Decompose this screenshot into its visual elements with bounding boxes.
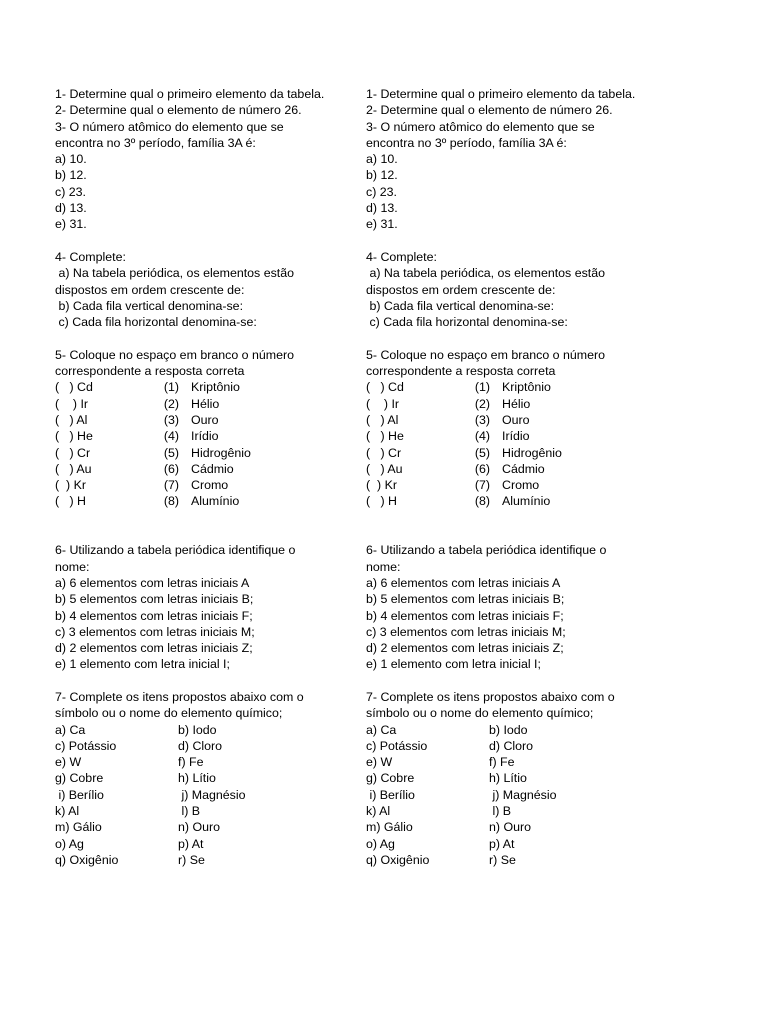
match-number: (3) bbox=[474, 412, 490, 427]
match-row bbox=[55, 396, 355, 412]
element-item: i) Berílio bbox=[55, 787, 104, 802]
match-row bbox=[366, 493, 666, 509]
match-number: (5) bbox=[163, 445, 179, 460]
question-6-text: 6- Utilizando a tabela periódica identifique o bbox=[366, 543, 607, 558]
match-element: ( ) H bbox=[55, 494, 86, 509]
question-4-item: c) Cada fila horizontal denomina-se: bbox=[366, 315, 568, 330]
element-item: f) Fe bbox=[489, 755, 515, 770]
element-item: k) Al bbox=[55, 804, 80, 819]
question-6-item: b) 4 elementos com letras iniciais F; bbox=[366, 608, 564, 623]
match-number: (6) bbox=[474, 461, 490, 476]
match-number: (3) bbox=[163, 412, 179, 427]
question-4-title: 4- Complete: bbox=[366, 249, 437, 264]
element-item: m) Gálio bbox=[55, 820, 102, 835]
question-1-text: 1- Determine qual o primeiro elemento da tabela. bbox=[55, 87, 325, 101]
question-5-text: 5- Coloque no espaço em branco o número bbox=[55, 347, 295, 362]
match-row bbox=[366, 445, 666, 461]
question-3-text: 3- O número atômico do elemento que se bbox=[55, 119, 284, 134]
question-3 bbox=[366, 119, 666, 233]
question-3-option: d) 13. bbox=[55, 201, 87, 216]
question-3-text: encontra no 3º período, família 3A é: bbox=[55, 135, 256, 150]
question-6 bbox=[366, 542, 666, 672]
question-4-item: b) Cada fila vertical denomina-se: bbox=[366, 298, 555, 313]
question-4-title: 4- Complete: bbox=[55, 249, 126, 264]
match-name: Cádmio bbox=[191, 461, 234, 476]
question-6-item: d) 2 elementos com letras iniciais Z; bbox=[366, 641, 564, 656]
question-6-item: b) 5 elementos com letras iniciais B; bbox=[55, 592, 254, 607]
element-item: h) Lítio bbox=[489, 771, 527, 786]
element-item: q) Oxigênio bbox=[366, 852, 430, 867]
question-7-text: 7- Complete os itens propostos abaixo com o bbox=[55, 689, 304, 704]
element-item: a) Ca bbox=[366, 722, 397, 737]
element-row bbox=[55, 852, 355, 868]
match-element: ( ) He bbox=[55, 429, 93, 444]
question-3-option: e) 31. bbox=[55, 217, 87, 232]
question-3-option: c) 23. bbox=[55, 184, 86, 199]
element-item: l) B bbox=[489, 804, 512, 819]
match-number: (6) bbox=[163, 461, 179, 476]
element-item: p) At bbox=[178, 836, 204, 851]
match-number: (7) bbox=[474, 478, 490, 493]
question-7-text: símbolo ou o nome do elemento químico; bbox=[366, 706, 594, 721]
question-4-item: a) Na tabela periódica, os elementos estão bbox=[366, 266, 606, 281]
element-row bbox=[366, 754, 666, 770]
question-3-option: b) 12. bbox=[366, 168, 398, 183]
question-7-text: símbolo ou o nome do elemento químico; bbox=[55, 706, 283, 721]
worksheet-right-copy bbox=[366, 86, 666, 868]
element-row bbox=[366, 722, 666, 738]
question-6-item: e) 1 elemento com letra inicial I; bbox=[366, 657, 541, 672]
question-6-item: b) 5 elementos com letras iniciais B; bbox=[366, 592, 565, 607]
element-row bbox=[55, 722, 355, 738]
question-4-item: a) Na tabela periódica, os elementos estão bbox=[55, 266, 295, 281]
match-number: (4) bbox=[474, 429, 490, 444]
question-4-item: b) Cada fila vertical denomina-se: bbox=[55, 298, 244, 313]
element-item: j) Magnésio bbox=[489, 787, 557, 802]
question-6-item: e) 1 elemento com letra inicial I; bbox=[55, 657, 230, 672]
element-item: e) W bbox=[366, 755, 393, 770]
match-element: ( ) Al bbox=[55, 412, 88, 427]
element-item: c) Potássio bbox=[55, 738, 117, 753]
question-7 bbox=[55, 689, 355, 868]
match-name: Hélio bbox=[191, 396, 220, 411]
element-item: n) Ouro bbox=[178, 820, 221, 835]
match-name: Ouro bbox=[191, 412, 219, 427]
question-5 bbox=[55, 347, 355, 510]
match-row bbox=[366, 461, 666, 477]
question-2-text: 2- Determine qual o elemento de número 26. bbox=[366, 103, 613, 118]
match-number: (1) bbox=[163, 380, 179, 395]
match-number: (4) bbox=[163, 429, 179, 444]
match-row bbox=[55, 428, 355, 444]
match-name: Cromo bbox=[502, 478, 540, 493]
element-row bbox=[55, 819, 355, 835]
match-number: (2) bbox=[163, 396, 179, 411]
element-row bbox=[366, 738, 666, 754]
match-element: ( ) Kr bbox=[55, 478, 86, 493]
question-5-text: correspondente a resposta correta bbox=[55, 364, 245, 379]
element-item: n) Ouro bbox=[489, 820, 532, 835]
question-1 bbox=[55, 86, 355, 102]
match-row bbox=[55, 461, 355, 477]
element-item: k) Al bbox=[366, 804, 391, 819]
element-row bbox=[366, 836, 666, 852]
match-name: Cromo bbox=[191, 478, 229, 493]
element-item: h) Lítio bbox=[178, 771, 216, 786]
question-6-text: nome: bbox=[55, 559, 90, 574]
match-row bbox=[366, 412, 666, 428]
match-name: Hidrogênio bbox=[502, 445, 562, 460]
element-item: q) Oxigênio bbox=[55, 852, 119, 867]
match-name: Hidrogênio bbox=[191, 445, 251, 460]
match-name: Alumínio bbox=[191, 494, 240, 509]
match-name: Irídio bbox=[502, 429, 530, 444]
match-number: (8) bbox=[163, 494, 179, 509]
question-4 bbox=[366, 249, 666, 330]
match-row bbox=[55, 477, 355, 493]
match-number: (1) bbox=[474, 380, 490, 395]
element-item: b) Iodo bbox=[489, 722, 528, 737]
worksheet-left-copy bbox=[55, 86, 355, 868]
question-4 bbox=[55, 249, 355, 330]
match-number: (2) bbox=[474, 396, 490, 411]
element-item: g) Cobre bbox=[366, 771, 415, 786]
question-6-item: b) 4 elementos com letras iniciais F; bbox=[55, 608, 253, 623]
question-4-item: c) Cada fila horizontal denomina-se: bbox=[55, 315, 257, 330]
element-row bbox=[366, 819, 666, 835]
match-element: ( ) He bbox=[366, 429, 404, 444]
element-item: b) Iodo bbox=[178, 722, 217, 737]
match-row bbox=[55, 379, 355, 395]
question-3-option: b) 12. bbox=[55, 168, 87, 183]
question-3-option: e) 31. bbox=[366, 217, 398, 232]
question-6-item: c) 3 elementos com letras iniciais M; bbox=[55, 624, 255, 639]
question-7-text: 7- Complete os itens propostos abaixo com o bbox=[366, 689, 615, 704]
match-name: Kriptônio bbox=[191, 380, 240, 395]
question-6-item: c) 3 elementos com letras iniciais M; bbox=[366, 624, 566, 639]
question-6-item: d) 2 elementos com letras iniciais Z; bbox=[55, 641, 253, 656]
match-element: ( ) Cd bbox=[55, 380, 93, 395]
match-element: ( ) Ir bbox=[55, 396, 89, 411]
element-item: d) Cloro bbox=[489, 738, 534, 753]
element-item: p) At bbox=[489, 836, 515, 851]
element-item: a) Ca bbox=[55, 722, 86, 737]
question-1-text: 1- Determine qual o primeiro elemento da tabela. bbox=[366, 87, 636, 101]
match-row bbox=[366, 379, 666, 395]
question-3-text: 3- O número atômico do elemento que se bbox=[366, 119, 595, 134]
question-6 bbox=[55, 542, 355, 672]
element-item: o) Ag bbox=[55, 836, 84, 851]
element-item: r) Se bbox=[489, 852, 516, 867]
question-3-text: encontra no 3º período, família 3A é: bbox=[366, 135, 567, 150]
match-number: (8) bbox=[474, 494, 490, 509]
element-row bbox=[55, 787, 355, 803]
element-row bbox=[55, 770, 355, 786]
question-3-option: a) 10. bbox=[55, 152, 87, 167]
match-name: Irídio bbox=[191, 429, 219, 444]
element-item: c) Potássio bbox=[366, 738, 428, 753]
match-element: ( ) H bbox=[366, 494, 397, 509]
match-row bbox=[366, 428, 666, 444]
match-name: Cádmio bbox=[502, 461, 545, 476]
element-row bbox=[366, 803, 666, 819]
match-element: ( ) Au bbox=[366, 461, 403, 476]
question-7 bbox=[366, 689, 666, 868]
element-item: o) Ag bbox=[366, 836, 395, 851]
question-4-item: dispostos em ordem crescente de: bbox=[366, 282, 556, 297]
question-6-item: a) 6 elementos com letras iniciais A bbox=[55, 575, 250, 590]
question-2 bbox=[366, 102, 666, 118]
match-element: ( ) Au bbox=[55, 461, 92, 476]
match-number: (7) bbox=[163, 478, 179, 493]
element-item: d) Cloro bbox=[178, 738, 223, 753]
question-4-item: dispostos em ordem crescente de: bbox=[55, 282, 245, 297]
element-item: r) Se bbox=[178, 852, 205, 867]
match-name: Hélio bbox=[502, 396, 531, 411]
question-2 bbox=[55, 102, 355, 118]
match-element: ( ) Cd bbox=[366, 380, 404, 395]
match-name: Kriptônio bbox=[502, 380, 551, 395]
match-element: ( ) Ir bbox=[366, 396, 400, 411]
question-3-option: c) 23. bbox=[366, 184, 397, 199]
element-row bbox=[366, 770, 666, 786]
match-row bbox=[55, 493, 355, 509]
element-item: l) B bbox=[178, 804, 201, 819]
question-3-option: d) 13. bbox=[366, 201, 398, 216]
element-item: f) Fe bbox=[178, 755, 204, 770]
match-row bbox=[366, 396, 666, 412]
match-element: ( ) Cr bbox=[55, 445, 91, 460]
element-row bbox=[55, 836, 355, 852]
question-6-text: 6- Utilizando a tabela periódica identifique o bbox=[55, 543, 296, 558]
element-row bbox=[366, 852, 666, 868]
question-5-text: correspondente a resposta correta bbox=[366, 364, 556, 379]
question-2-text: 2- Determine qual o elemento de número 26. bbox=[55, 103, 302, 118]
match-element: ( ) Al bbox=[366, 412, 399, 427]
element-row bbox=[55, 754, 355, 770]
match-row bbox=[366, 477, 666, 493]
element-item: j) Magnésio bbox=[178, 787, 246, 802]
match-row bbox=[55, 412, 355, 428]
element-item: e) W bbox=[55, 755, 82, 770]
question-6-text: nome: bbox=[366, 559, 401, 574]
match-element: ( ) Cr bbox=[366, 445, 402, 460]
question-5 bbox=[366, 347, 666, 510]
match-row bbox=[55, 445, 355, 461]
element-row bbox=[55, 738, 355, 754]
match-number: (5) bbox=[474, 445, 490, 460]
question-3 bbox=[55, 119, 355, 233]
element-item: g) Cobre bbox=[55, 771, 104, 786]
element-item: i) Berílio bbox=[366, 787, 415, 802]
question-5-text: 5- Coloque no espaço em branco o número bbox=[366, 347, 606, 362]
match-name: Alumínio bbox=[502, 494, 551, 509]
question-1 bbox=[366, 86, 666, 102]
element-row bbox=[366, 787, 666, 803]
match-name: Ouro bbox=[502, 412, 530, 427]
element-item: m) Gálio bbox=[366, 820, 413, 835]
element-row bbox=[55, 803, 355, 819]
question-6-item: a) 6 elementos com letras iniciais A bbox=[366, 575, 561, 590]
match-element: ( ) Kr bbox=[366, 478, 397, 493]
question-3-option: a) 10. bbox=[366, 152, 398, 167]
